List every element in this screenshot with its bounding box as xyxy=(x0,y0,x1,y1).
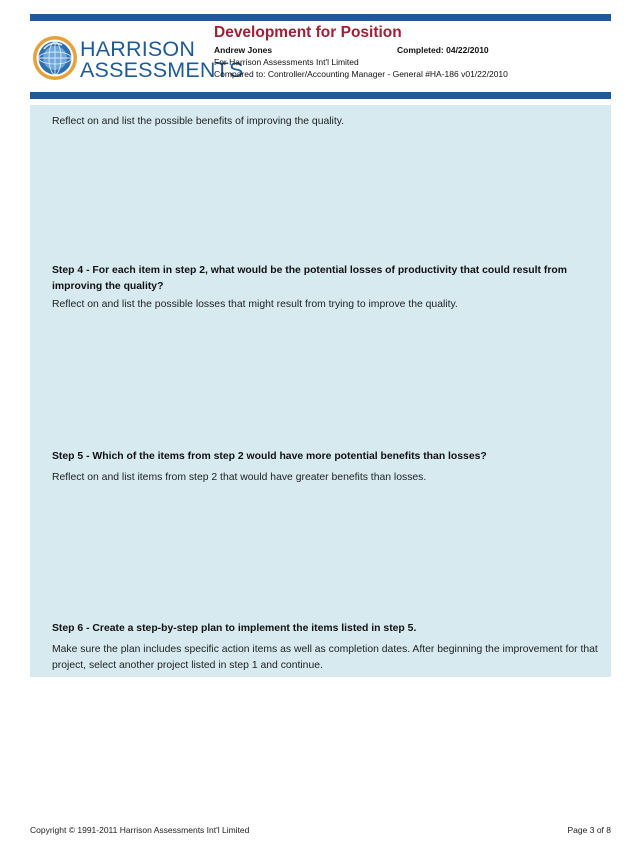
globe-icon xyxy=(32,35,78,81)
step6-heading: Step 6 - Create a step-by-step plan to implement the items listed in step 5. xyxy=(52,623,417,634)
step5-heading: Step 5 - Which of the items from step 2 would have more potential benefits than losses? xyxy=(52,451,487,462)
step3-instruction: Reflect on and list the possible benefits of improving the quality. xyxy=(52,116,345,127)
header-bottom-rule xyxy=(30,92,611,99)
logo-wordmark-line2: ASSESSMENTS xyxy=(80,58,244,82)
completed-date: Completed: 04/22/2010 xyxy=(397,45,489,55)
step4-heading: Step 4 - For each item in step 2, what would be the potential losses of productivity that could result from improving the quality? xyxy=(52,265,567,292)
content-panel xyxy=(30,105,611,677)
compared-to-line: Compared to: Controller/Accounting Manager - General #HA-186 v01/22/2010 xyxy=(214,69,508,79)
footer-page-number: Page 3 of 8 xyxy=(567,825,611,835)
step6-instruction: Make sure the plan includes specific action items as well as completion dates. After beginning the improvement for that project, select another project listed in step 1 and continue. xyxy=(52,644,598,671)
logo-wordmark-line1: HARRISON xyxy=(80,37,196,61)
header-top-rule xyxy=(30,14,611,21)
document-title: Development for Position xyxy=(214,24,402,41)
candidate-name: Andrew Jones xyxy=(214,45,273,55)
step5-instruction: Reflect on and list items from step 2 that would have greater benefits than losses. xyxy=(52,472,427,483)
step4-instruction: Reflect on and list the possible losses that might result from trying to improve the quality. xyxy=(52,299,458,310)
company-line: For Harrison Assessments Int'l Limited xyxy=(214,57,359,67)
footer-copyright: Copyright © 1991-2011 Harrison Assessments Int'l Limited xyxy=(30,825,250,835)
